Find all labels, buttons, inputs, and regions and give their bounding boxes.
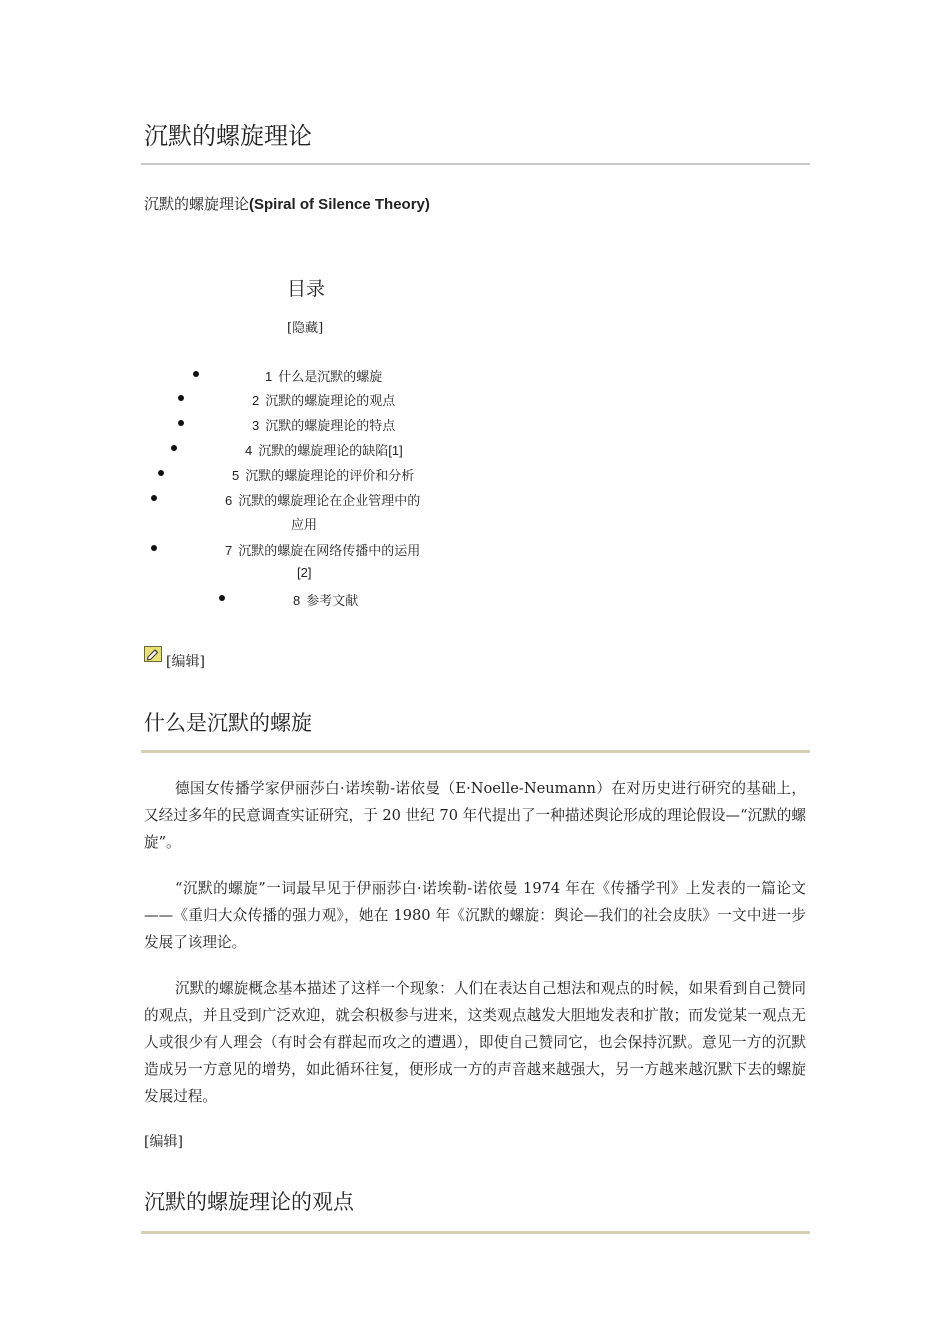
toc-item-8[interactable] xyxy=(293,590,358,609)
toc-item-6-continuation[interactable]: 应用 xyxy=(291,518,318,533)
toc-item-3[interactable] xyxy=(252,415,395,434)
toc-item-number: 8 xyxy=(293,593,301,608)
page-title: 沉默的螺旋理论 xyxy=(144,122,312,150)
toc-item-number: 5 xyxy=(232,468,240,483)
toc-item-label: 沉默的螺旋理论的特点 xyxy=(265,419,396,434)
toc-item-7-ref[interactable]: [2] xyxy=(297,565,312,580)
bullet-icon xyxy=(178,420,184,426)
bullet-icon xyxy=(219,595,225,601)
toc-item-7[interactable] xyxy=(225,540,420,559)
title-divider xyxy=(141,163,810,165)
toc-item-label: 沉默的螺旋在网络传播中的运用 xyxy=(238,544,421,559)
toc-item-6[interactable] xyxy=(225,490,420,509)
section-divider-1 xyxy=(141,750,810,753)
edit-link-section-2[interactable]: [编辑] xyxy=(144,1134,183,1150)
bullet-icon xyxy=(193,371,199,377)
toc-item-number: 7 xyxy=(225,543,233,558)
section-heading-2: 沉默的螺旋理论的观点 xyxy=(144,1190,354,1214)
toc-item-label: 沉默的螺旋理论的评价和分析 xyxy=(245,469,415,484)
bullet-icon xyxy=(151,495,157,501)
paragraph-3: 沉默的螺旋概念基本描述了这样一个现象：人们在表达自己想法和观点的时候，如果看到自己赞同的观点，并且受到广泛欢迎，就会积极参与进来，这类观点越发大胆地发表和扩散；而发觉某一观点无人或很少有人理会（有时会有群起而攻之的遭遇），即使自己赞同它，也会保持沉默。意见一方的沉默造成另一方意见的增势，如此循环往复，便形成一方的声音越来越强大，另一方越来越沉默下去的螺旋发展过程。 xyxy=(144,980,806,1105)
subtitle xyxy=(144,193,430,214)
edit-icon[interactable] xyxy=(144,646,162,662)
paragraph-2: “沉默的螺旋”一词最早见于伊丽莎白·诺埃勒-诺依曼 1974 年在《传播学刊》上发表的一篇论文——《重归大众传播的强力观》，她在 1980 年《沉默的螺旋：舆论—我们的社会皮肤》一文中进一步发展了该理论。 xyxy=(144,880,806,951)
toc-item-ref: [1] xyxy=(388,443,403,458)
subtitle-en: (Spiral of Silence Theory) xyxy=(249,196,430,213)
bullet-icon xyxy=(178,395,184,401)
subtitle-zh: 沉默的螺旋理论 xyxy=(144,195,250,213)
toc-item-number: 2 xyxy=(252,393,260,408)
toc-item-label: 什么是沉默的螺旋 xyxy=(278,370,383,385)
section-divider-2 xyxy=(141,1231,810,1234)
bullet-icon xyxy=(151,545,157,551)
paragraph-1: 德国女传播学家伊丽莎白·诺埃勒-诺依曼（E·Noelle-Neumann）在对历史进行研究的基础上，又经过多年的民意调查实证研究，于 20 世纪 70 年代提出了一种描述舆论形成的理论假设—“沉默的螺旋”。 xyxy=(144,780,806,851)
toc-item-label: 沉默的螺旋理论的观点 xyxy=(265,394,396,409)
toc-item-1[interactable] xyxy=(265,366,382,385)
toc-item-4[interactable] xyxy=(245,440,403,459)
bullet-icon xyxy=(158,470,164,476)
toc-item-label: 沉默的螺旋理论的缺陷 xyxy=(258,444,389,459)
toc-item-number: 6 xyxy=(225,493,233,508)
toc-toggle-link[interactable]: [隐藏] xyxy=(287,321,324,336)
section-heading-1: 什么是沉默的螺旋 xyxy=(144,711,312,735)
edit-link[interactable]: [编辑] xyxy=(166,654,205,670)
toc-item-number: 3 xyxy=(252,418,260,433)
bullet-icon xyxy=(171,445,177,451)
toc-heading: 目录 xyxy=(287,278,326,300)
toc-item-number: 4 xyxy=(245,443,253,458)
toc-item-2[interactable] xyxy=(252,390,395,409)
toc-item-5[interactable] xyxy=(232,465,414,484)
toc-item-number: 1 xyxy=(265,369,273,384)
toc-item-label: 沉默的螺旋理论在企业管理中的 xyxy=(238,494,421,509)
toc-item-label: 参考文献 xyxy=(306,594,359,609)
